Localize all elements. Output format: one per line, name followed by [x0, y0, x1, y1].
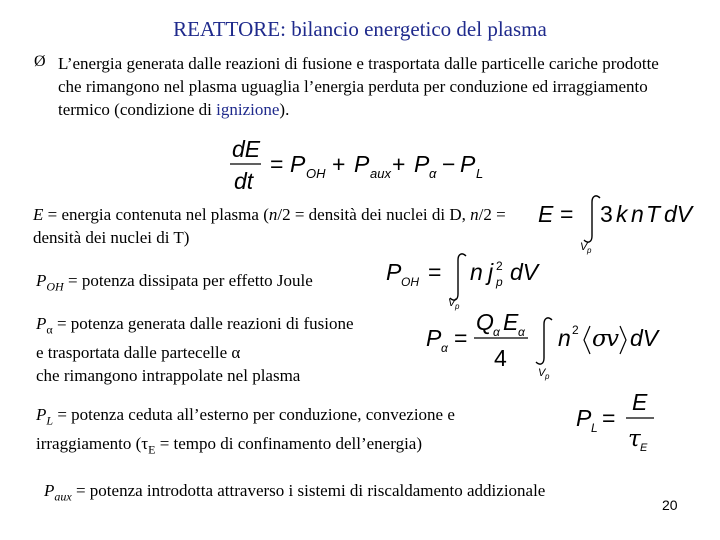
p-alpha-text-2: che rimangono intrappolate nel plasma — [36, 366, 301, 386]
svg-text:p: p — [587, 246, 592, 255]
tau-symbol: τ — [141, 434, 149, 454]
svg-text:p: p — [455, 302, 460, 311]
svg-text:σ: σ — [592, 326, 608, 352]
svg-text:P: P — [290, 151, 306, 177]
p-oh-symbol: P — [36, 271, 47, 290]
svg-text:=: = — [454, 325, 468, 351]
svg-text:P: P — [414, 151, 430, 177]
svg-text:n: n — [470, 259, 483, 285]
svg-text:E: E — [538, 201, 554, 227]
page-number: 20 — [662, 497, 678, 513]
svg-text:=: = — [428, 259, 442, 285]
n-symbol-1: n — [268, 205, 278, 224]
svg-text:α: α — [493, 325, 500, 339]
svg-text:dE: dE — [232, 136, 261, 162]
svg-text:α: α — [429, 166, 437, 181]
svg-text:=: = — [602, 405, 616, 431]
arrow-bullet-icon: Ø — [34, 53, 46, 70]
tau-sub: E — [148, 442, 156, 457]
svg-text:dt: dt — [234, 168, 254, 194]
svg-text:V: V — [448, 297, 456, 309]
p-aux-text: = potenza introdotta attraverso i sistemi di riscaldamento addizionale — [71, 481, 546, 500]
bullet-text-end: ). — [279, 100, 290, 119]
ignizione-highlight: ignizione — [216, 100, 280, 119]
svg-text:E: E — [640, 442, 648, 454]
svg-text:α: α — [441, 341, 448, 355]
energy-balance-equation — [228, 136, 488, 196]
svg-text:P: P — [386, 259, 402, 285]
svg-text:p: p — [545, 372, 550, 381]
svg-text:2: 2 — [572, 323, 579, 337]
svg-text:−: − — [442, 151, 456, 177]
p-alpha-sub: α — [46, 322, 53, 337]
svg-text:P: P — [426, 325, 442, 351]
svg-text:E: E — [503, 309, 519, 335]
svg-text:n: n — [631, 201, 644, 227]
definition-p-oh — [36, 269, 366, 298]
p-alpha-formula — [424, 306, 674, 386]
svg-text:Q: Q — [476, 309, 494, 335]
p-l-symbol: P — [36, 405, 47, 424]
svg-text:+: + — [392, 151, 406, 177]
bullet-paragraph — [58, 52, 678, 121]
p-alpha-text-1: = potenza generata dalle reazioni di fusione e trasportata dalle partecelle — [36, 314, 354, 363]
p-aux-sub: aux — [54, 489, 72, 504]
svg-text:aux: aux — [370, 166, 391, 181]
slide-title: REATTORE: bilancio energetico del plasma — [173, 17, 547, 41]
svg-text:OH: OH — [401, 275, 419, 289]
svg-text:4: 4 — [494, 345, 507, 371]
svg-text:P: P — [576, 405, 592, 431]
p-l-formula — [574, 388, 674, 458]
svg-text:k: k — [616, 201, 628, 227]
n-symbol-2: n — [470, 205, 479, 224]
definition-p-alpha — [36, 312, 354, 387]
svg-text:α: α — [518, 325, 525, 339]
svg-text:L: L — [476, 166, 484, 181]
p-alpha-symbol: P — [36, 314, 47, 333]
p-oh-formula — [384, 252, 554, 312]
p-l-sub: L — [46, 413, 54, 428]
svg-text:n: n — [558, 325, 571, 351]
svg-text:j: j — [488, 259, 494, 285]
definition-p-l — [36, 403, 536, 462]
svg-text:E: E — [632, 389, 648, 415]
svg-text:T: T — [646, 201, 661, 227]
definition-energy — [33, 203, 523, 249]
svg-text:dV: dV — [510, 259, 539, 285]
energy-symbol: E — [33, 205, 44, 224]
p-oh-sub: OH — [46, 279, 64, 294]
p-l-text-2: = tempo di confinamento dell’energia) — [155, 434, 422, 454]
svg-text:+: + — [332, 151, 346, 177]
p-l-text-1: = potenza ceduta all’esterno per conduzione, convezione e irraggiamento ( — [36, 405, 455, 454]
svg-text:OH: OH — [306, 166, 326, 181]
svg-text:p: p — [496, 275, 503, 289]
p-oh-text: = potenza dissipata per effetto Joule — [63, 271, 313, 290]
svg-text:τ: τ — [628, 426, 641, 452]
svg-text:dV: dV — [630, 325, 659, 351]
svg-text:V: V — [580, 241, 588, 253]
svg-text:=: = — [560, 201, 574, 227]
svg-text:dV: dV — [664, 201, 693, 227]
energy-text-3: /2 = densità dei nuclei di T) — [33, 205, 506, 247]
svg-text:=: = — [270, 151, 284, 177]
energy-formula — [536, 192, 706, 255]
definition-p-aux — [44, 479, 644, 508]
svg-text:V: V — [538, 367, 546, 379]
alpha-symbol: α — [231, 343, 241, 363]
svg-text:L: L — [591, 421, 598, 435]
bullet-text-start: L’energia generata dalle reazioni di fusione e trasportata dalle particelle cariche prodotte che rimangono nel plasma uguaglia l’energia perduta per conduzione ed irraggiamento termico (condizione di — [58, 54, 659, 119]
svg-text:P: P — [460, 151, 476, 177]
energy-text-2: /2 = densità dei nuclei di D, — [277, 205, 471, 224]
svg-text:P: P — [354, 151, 370, 177]
svg-text:3: 3 — [600, 201, 613, 227]
energy-text-1: = energia contenuta nel plasma ( — [43, 205, 269, 224]
p-aux-symbol: P — [44, 481, 55, 500]
svg-text:2: 2 — [496, 259, 503, 273]
svg-text:v: v — [606, 326, 619, 352]
